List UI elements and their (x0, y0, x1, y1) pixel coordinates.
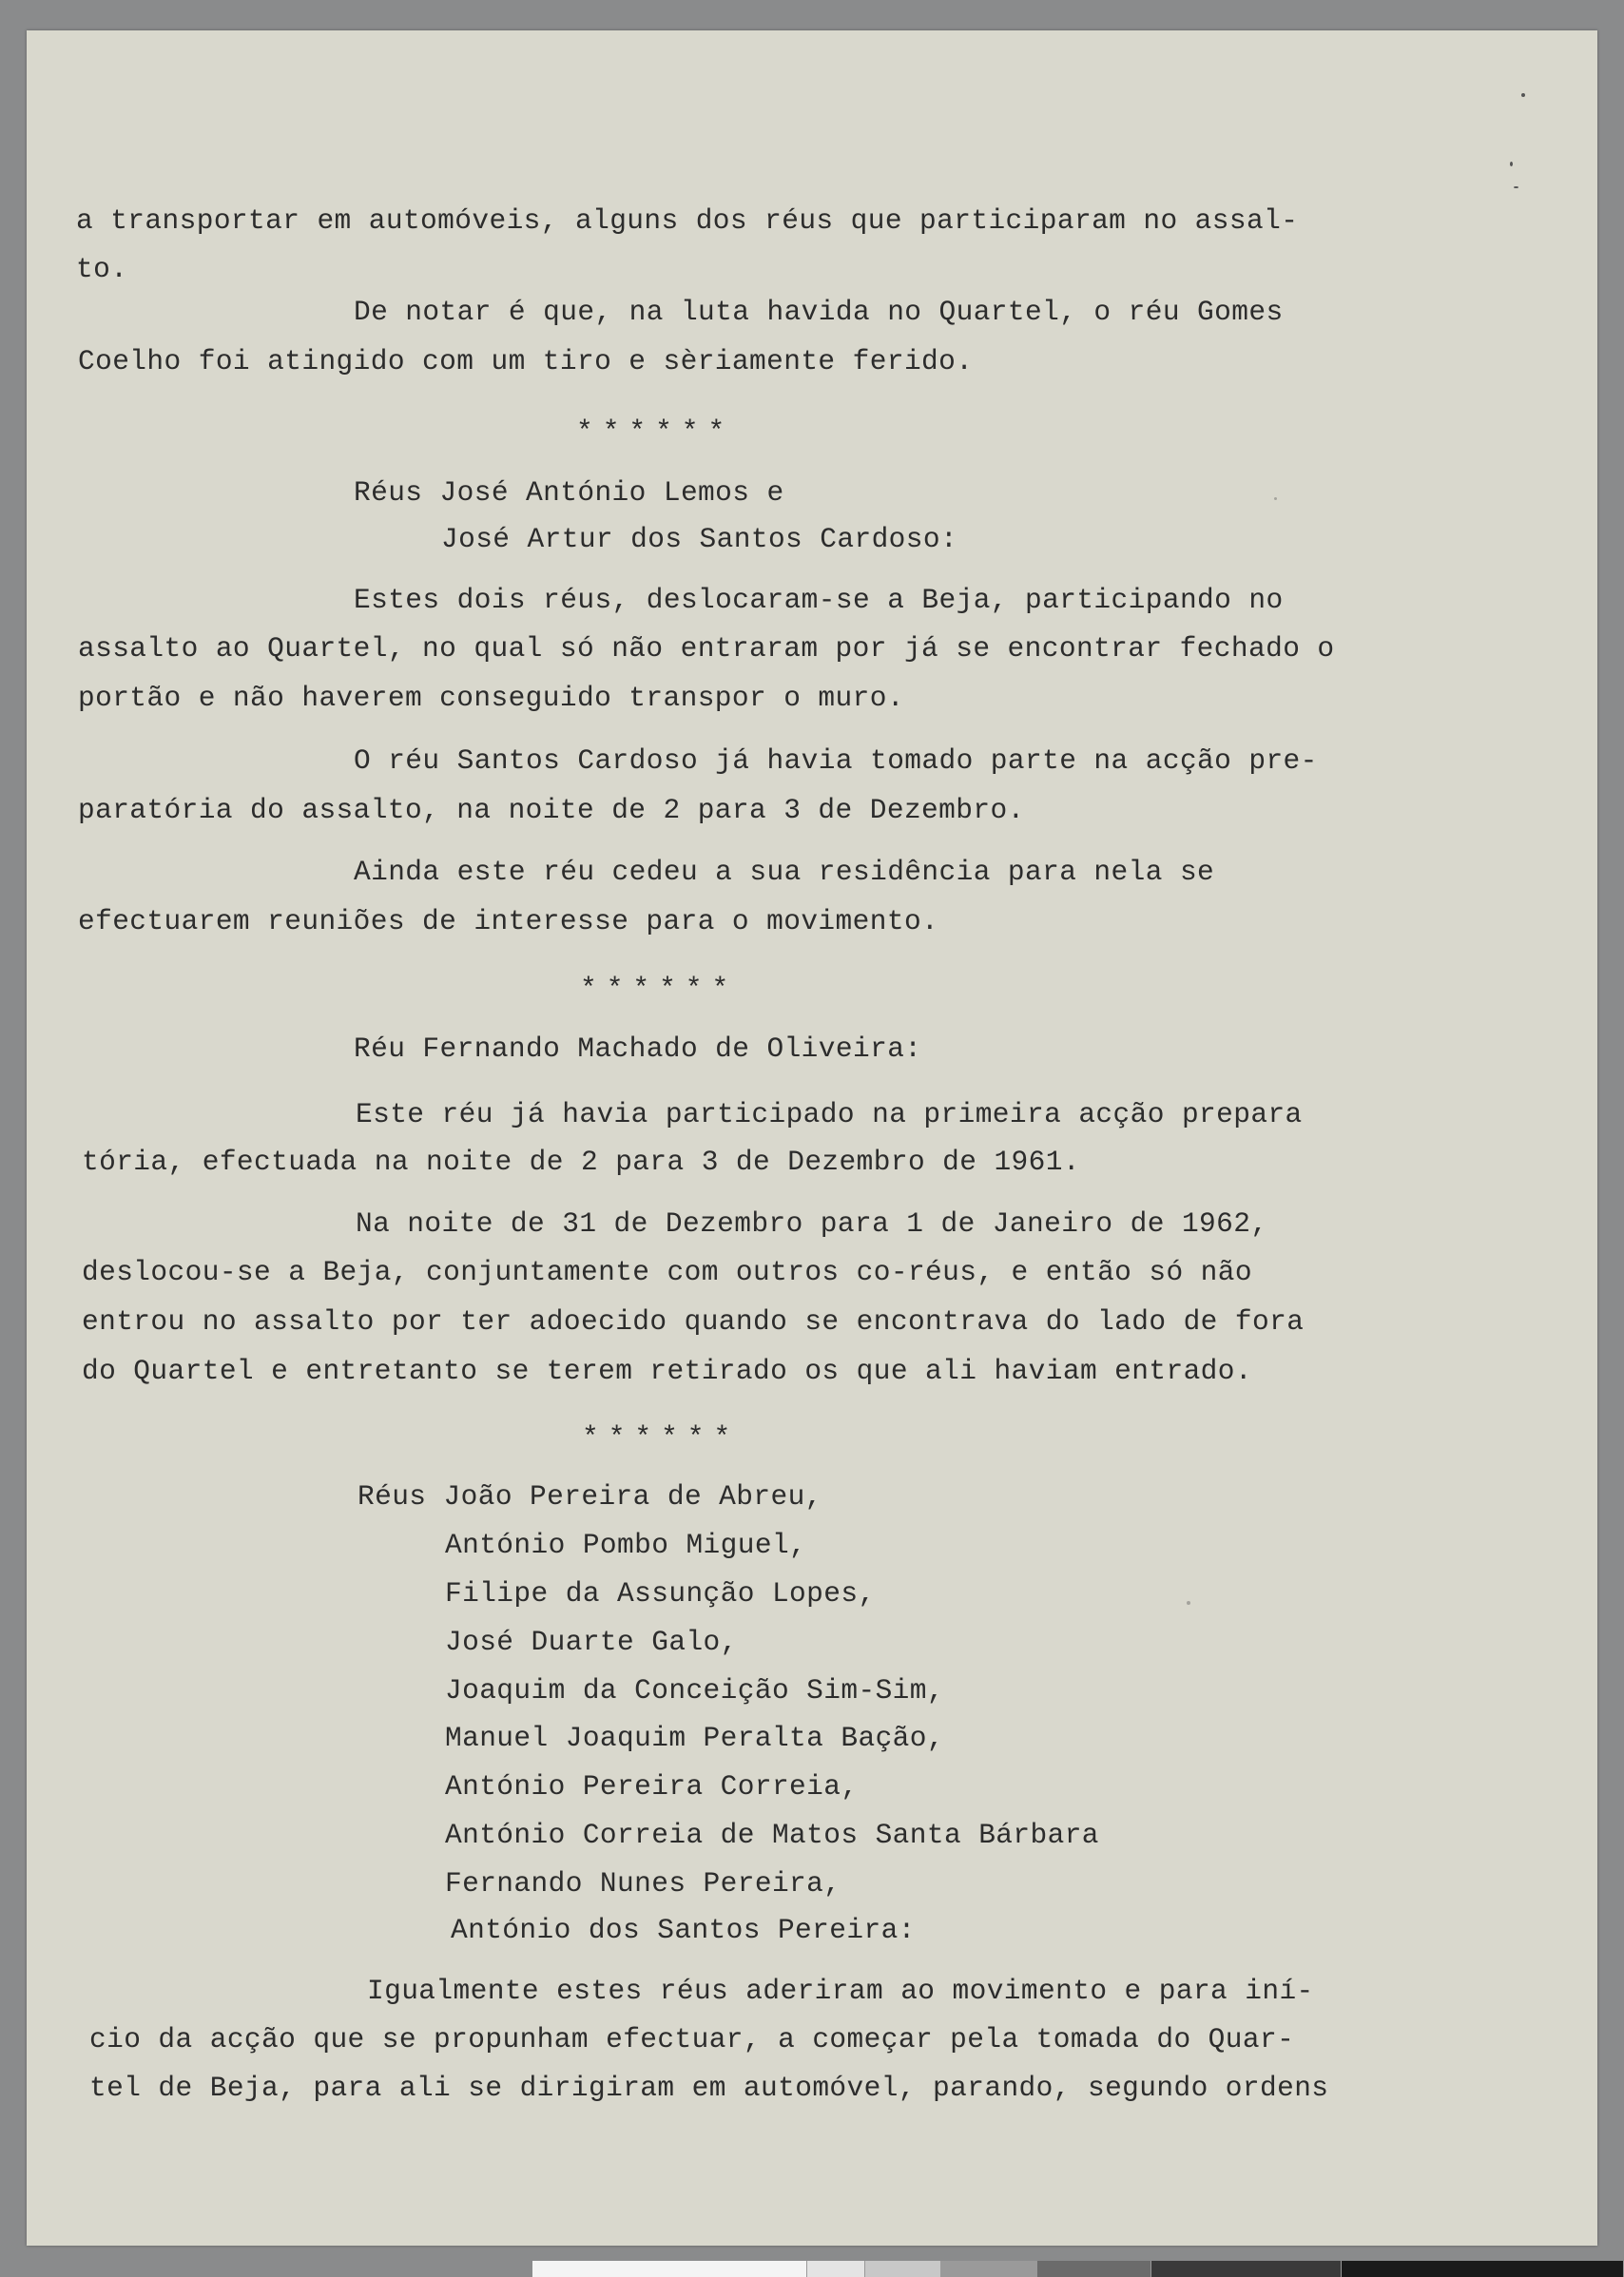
text-line: assalto ao Quartel, no qual só não entraram por já se encontrar fechado o (78, 632, 1335, 665)
text-line: deslocou-se a Beja, conjuntamente com outros co-réus, e então só não (82, 1256, 1252, 1288)
text-line: Igualmente estes réus aderiram ao movimento e para iní- (367, 1975, 1314, 2007)
text-line: portão e não haverem conseguido transpor o muro. (78, 682, 904, 714)
text-line: do Quartel e entretanto se terem retirado os que ali haviam entrado. (82, 1355, 1252, 1387)
text-line: Este réu já havia participado na primeira acção prepara (356, 1098, 1303, 1130)
section-heading: Fernando Nunes Pereira, (445, 1867, 841, 1900)
text-line: entrou no assalto por ter adoecido quando se encontrava do lado de fora (82, 1305, 1305, 1338)
text-line: De notar é que, na luta havida no Quartel, o réu Gomes (354, 296, 1284, 328)
text-line: tória, efectuada na noite de 2 para 3 de Dezembro de 1961. (82, 1146, 1080, 1178)
text-line: paratória do assalto, na noite de 2 para 3 de Dezembro. (78, 794, 1025, 826)
text-line: tel de Beja, para ali se dirigiram em automóvel, parando, segundo ordens (89, 2072, 1329, 2104)
paper-speck (1187, 1601, 1190, 1605)
section-heading: José Artur dos Santos Cardoso: (441, 523, 958, 555)
section-heading: Joaquim da Conceição Sim-Sim, (445, 1674, 944, 1707)
paper-speck (1274, 497, 1277, 500)
section-heading: Réus João Pereira de Abreu, (358, 1480, 822, 1513)
paper-speck (1514, 186, 1518, 188)
text-line: a transportar em automóveis, alguns dos réus que participaram no assal- (76, 204, 1299, 237)
text-line: Ainda este réu cedeu a sua residência para nela se (354, 856, 1215, 888)
paper-speck (1521, 93, 1525, 97)
section-heading: António dos Santos Pereira: (451, 1914, 916, 1946)
section-heading: José Duarte Galo, (445, 1626, 738, 1658)
section-heading: António Correia de Matos Santa Bárbara (445, 1819, 1099, 1851)
text-line: to. (76, 253, 128, 285)
section-heading: Réus José António Lemos e (354, 476, 784, 509)
text-line: O réu Santos Cardoso já havia tomado parte na acção pre- (354, 744, 1318, 777)
section-heading: António Pombo Miguel, (445, 1529, 807, 1561)
text-line: efectuarem reuniões de interesse para o movimento. (78, 905, 939, 937)
text-line: Na noite de 31 de Dezembro para 1 de Janeiro de 1962, (356, 1207, 1268, 1240)
section-divider: ****** (580, 973, 739, 1005)
section-heading: António Pereira Correia, (445, 1770, 859, 1803)
section-heading: Réu Fernando Machado de Oliveira: (354, 1032, 922, 1065)
section-divider: ****** (576, 415, 735, 448)
section-heading: Manuel Joaquim Peralta Bação, (445, 1722, 944, 1754)
section-divider: ****** (582, 1421, 741, 1454)
text-line: Estes dois réus, deslocaram-se a Beja, participando no (354, 584, 1284, 616)
paper-speck (1510, 162, 1513, 166)
section-heading: Filipe da Assunção Lopes, (445, 1577, 876, 1610)
text-line: cio da acção que se propunham efectuar, a começar pela tomada do Quar- (89, 2023, 1295, 2055)
text-line: Coelho foi atingido com um tiro e sèriamente ferido. (78, 345, 974, 377)
color-scale-strip (532, 2261, 1624, 2277)
